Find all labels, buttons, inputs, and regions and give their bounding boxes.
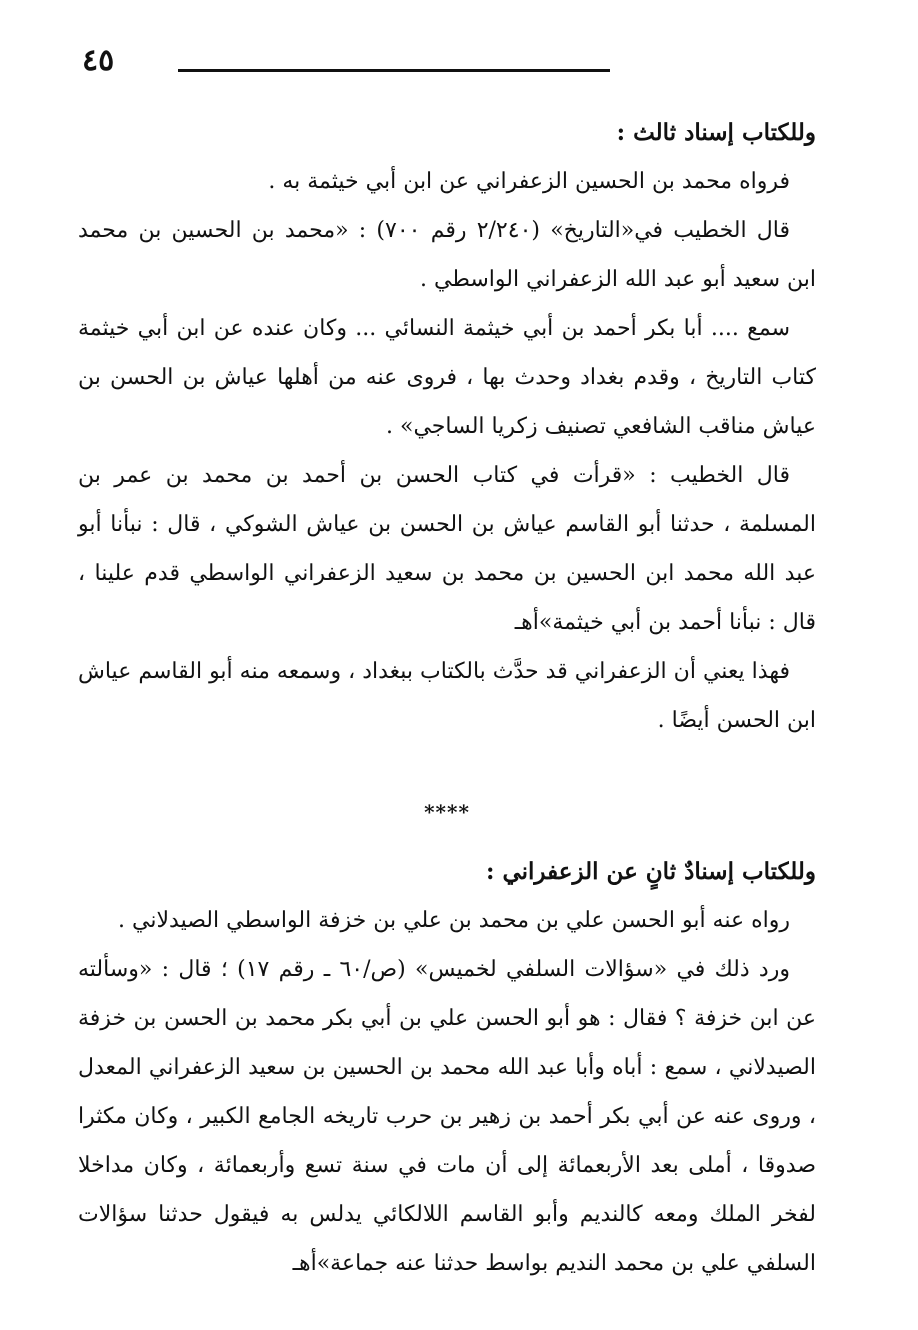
page-body bbox=[78, 108, 816, 1288]
header-rule bbox=[178, 69, 610, 72]
paragraph: رواه عنه أبو الحسن علي بن محمد بن علي بن خزفة الواسطي الصيدلاني . bbox=[118, 908, 790, 933]
section-heading-second-isnad: وللكتاب إسنادٌ ثانٍ عن الزعفراني : bbox=[485, 858, 816, 885]
section-separator: **** bbox=[424, 800, 470, 824]
paragraph: ورد ذلك في «سؤالات السلفي لخميس» (ص/٦٠ ـ رقم ١٧) ؛ قال : «وسألته عن ابن خزفة ؟ فقال : هو أبو الحسن علي بن أبي بكر محمد بن الحسن بن خزفة الصيدلاني ، سمع : أباه وأبا عبد الله محمد بن الحسين بن سعيد الزعفراني المعدل ، وروى عنه عن أبي بكر أحمد بن زهير بن حرب تاريخه الجامع الكبير ، وكان مكثرا صدوقا ، أملى بعد الأربعمائة إلى أن مات في سنة تسع وأربعمائة ، وكان مداخلا لفخر الملك ومعه كالنديم وأبو القاسم اللالكائي يدلس به فيقول حدثنا سؤالات السلفي علي بن محمد النديم بواسط حدثنا عنه جماعة»أهـ bbox=[78, 957, 816, 1276]
paragraph: قال الخطيب في«التاريخ» (٢/٢٤٠ رقم ٧٠٠) : «محمد بن الحسين بن محمد ابن سعيد أبو عبد الله الزعفراني الواسطي . bbox=[78, 218, 816, 292]
section-heading-third-isnad: وللكتاب إسناد ثالث : bbox=[616, 119, 816, 146]
paragraph: فهذا يعني أن الزعفراني قد حدَّث بالكتاب ببغداد ، وسمعه منه أبو القاسم عياش ابن الحسن أيضًا . bbox=[78, 659, 816, 733]
paragraph: قال الخطيب : «قرأت في كتاب الحسن بن أحمد بن محمد بن عمر بن المسلمة ، حدثنا أبو القاسم عياش بن الحسن بن عياش الشوكي ، قال : نبأنا أبو عبد الله محمد ابن الحسين بن محمد بن سعيد الزعفراني الواسطي قدم علينا ، قال : نبأنا أحمد بن أبي خيثمة»أهـ bbox=[78, 463, 816, 635]
page-number: ٤٥ bbox=[82, 43, 115, 78]
paragraph: فرواه محمد بن الحسين الزعفراني عن ابن أبي خيثمة به . bbox=[268, 169, 790, 194]
paragraph: سمع .... أبا بكر أحمد بن أبي خيثمة النسائي ... وكان عنده عن ابن أبي خيثمة كتاب التاريخ ، وقدم بغداد وحدث بها ، فروى عنه من أهلها عياش بن الحسن بن عياش مناقب الشافعي تصنيف زكريا الساجي» . bbox=[78, 316, 816, 439]
